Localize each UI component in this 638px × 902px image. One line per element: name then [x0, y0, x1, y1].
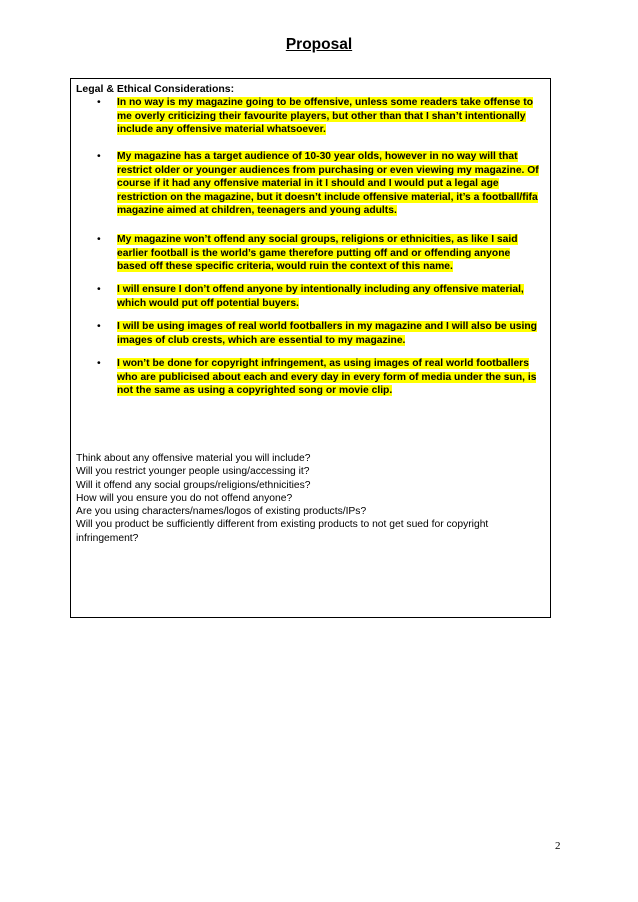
question-line: How will you ensure you do not offend anyone? — [76, 492, 293, 504]
section-heading: Legal & Ethical Considerations: — [76, 83, 235, 95]
question-line: Think about any offensive material you will include? — [76, 453, 311, 464]
question-line: Will it offend any social groups/religions/ethnicities? — [76, 479, 311, 491]
page-title: Proposal — [285, 36, 353, 53]
page-number: 2 — [555, 840, 561, 852]
bullet-text: My magazine has a target audience of 10-30 year olds, however in no way will that restrict older or younger audiences from purchasing or even viewing my magazine. Of course if it had any offensive material in it I should and I would put a legal age restriction on the magazine, but it doesn’t include offensive material, it’s a football/fifa magazine aimed at children, teenagers and young adults. — [117, 151, 539, 216]
bullet-text: I will be using images of real world footballers in my magazine and I will also be using images of club crests, which are essential to my magazine. — [117, 321, 537, 346]
considerations-box — [70, 78, 551, 618]
bullet-icon: • — [97, 283, 101, 295]
bullet-icon: • — [97, 320, 101, 332]
bullet-icon: • — [97, 233, 101, 245]
bullet-text: I won’t be done for copyright infringement, as using images of real world footballers who are publicised about each and every day in every form of media under the sun, is not the same as using a copyrighted song or movie clip. — [117, 358, 537, 396]
guidance-questions — [76, 452, 546, 545]
bullet-icon: • — [97, 357, 101, 369]
question-line: Will you restrict younger people using/accessing it? — [76, 466, 310, 478]
bullet-text: In no way is my magazine going to be offensive, unless some readers take offense to me overly criticizing their favourite players, but other than that I shan’t intentionally include any offensive material whatsoever. — [117, 97, 533, 135]
bullet-icon: • — [97, 150, 101, 162]
question-line: Will you product be sufficiently different from existing products to not get sued for copyright infringement? — [76, 519, 489, 544]
question-line: Are you using characters/names/logos of existing products/IPs? — [76, 506, 367, 518]
bullet-text: My magazine won’t offend any social groups, religions or ethnicities, as like I said earlier football is the world’s game therefore putting off and or offending anyone based off these specific criteria, would ruin the context of this name. — [117, 234, 518, 272]
bullet-text: I will ensure I don’t offend anyone by intentionally including any offensive material, which would put off potential buyers. — [117, 284, 524, 309]
bullet-icon: • — [97, 96, 101, 108]
